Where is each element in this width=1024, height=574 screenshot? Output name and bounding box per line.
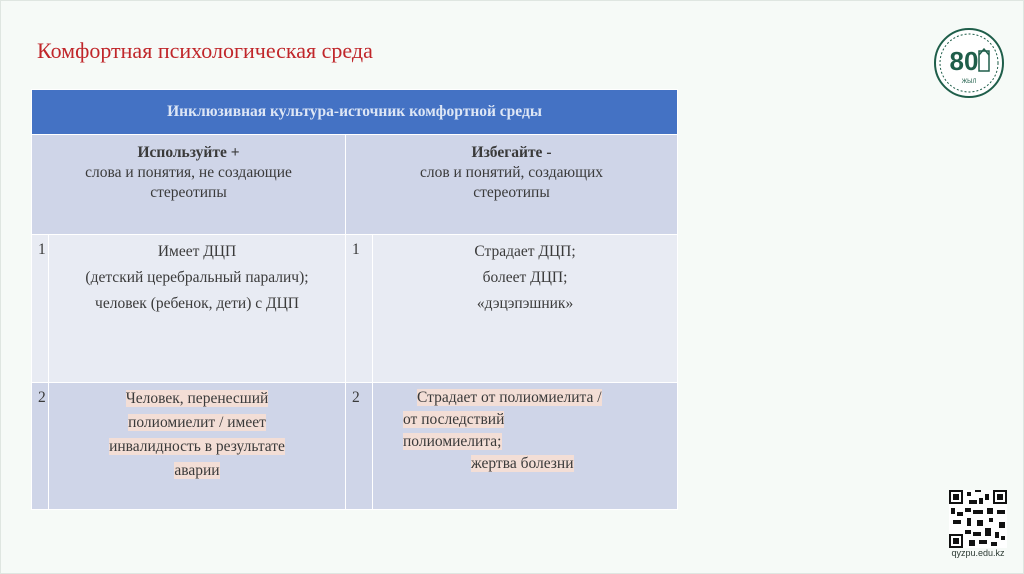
- avoid-cell-line: Страдает ДЦП;: [474, 243, 576, 260]
- use-cell-line: аварии: [174, 462, 220, 479]
- use-desc-line2: стереотипы: [150, 184, 227, 201]
- avoid-cell: [373, 383, 678, 510]
- logo-label: ЖЫЛ: [961, 79, 977, 85]
- use-cell-line: Имеет ДЦП: [157, 243, 237, 260]
- avoid-cell-line: жертва болезни: [471, 455, 574, 472]
- use-desc-line1: слова и понятия, не создающие: [85, 164, 292, 181]
- avoid-title: Избегайте -: [471, 144, 552, 161]
- table-row: [32, 383, 678, 510]
- row-number-right: 1: [346, 235, 373, 383]
- row-number-left: 1: [32, 235, 49, 383]
- use-cell-line: человек (ребенок, дети) с ДЦП: [95, 295, 299, 312]
- avoid-desc-line2: стереотипы: [473, 184, 550, 201]
- anniversary-logo-icon: [933, 27, 1005, 99]
- use-cell-line: полиомиелит / имеет: [128, 414, 266, 431]
- table-row: [32, 235, 678, 383]
- use-cell-line: (детский церебральный паралич);: [85, 269, 309, 286]
- website-url[interactable]: qyzpu.edu.kz: [951, 548, 1005, 558]
- use-column-header: [32, 135, 346, 235]
- use-cell-line: Человек, перенесший: [125, 390, 269, 407]
- slide-title: Комфортная психологическая среда: [37, 38, 373, 63]
- avoid-cell: [373, 235, 678, 383]
- avoid-cell-line: Страдает от полиомиелита /: [417, 389, 602, 406]
- avoid-desc-line1: слов и понятий, создающих: [419, 164, 604, 181]
- row-number-left: 2: [32, 383, 49, 510]
- avoid-cell-line: полиомиелита;: [403, 433, 502, 450]
- table-header: [32, 90, 678, 135]
- inclusive-culture-table: [31, 89, 678, 510]
- table-header-text: Инклюзивная культура-источник комфортной среды: [167, 103, 542, 120]
- use-cell: [49, 235, 346, 383]
- use-cell-line: инвалидность в результате: [109, 438, 285, 455]
- avoid-cell-line: от последствий: [403, 411, 505, 428]
- qr-code-icon: [949, 490, 1007, 548]
- logo-number: 80: [949, 46, 979, 76]
- use-title: Используйте +: [137, 144, 240, 161]
- use-cell: [49, 383, 346, 510]
- avoid-cell-line: «дэцэпэшник»: [476, 295, 574, 312]
- row-number-right: 2: [346, 383, 373, 510]
- avoid-column-header: [346, 135, 678, 235]
- avoid-cell-line: болеет ДЦП;: [482, 269, 568, 286]
